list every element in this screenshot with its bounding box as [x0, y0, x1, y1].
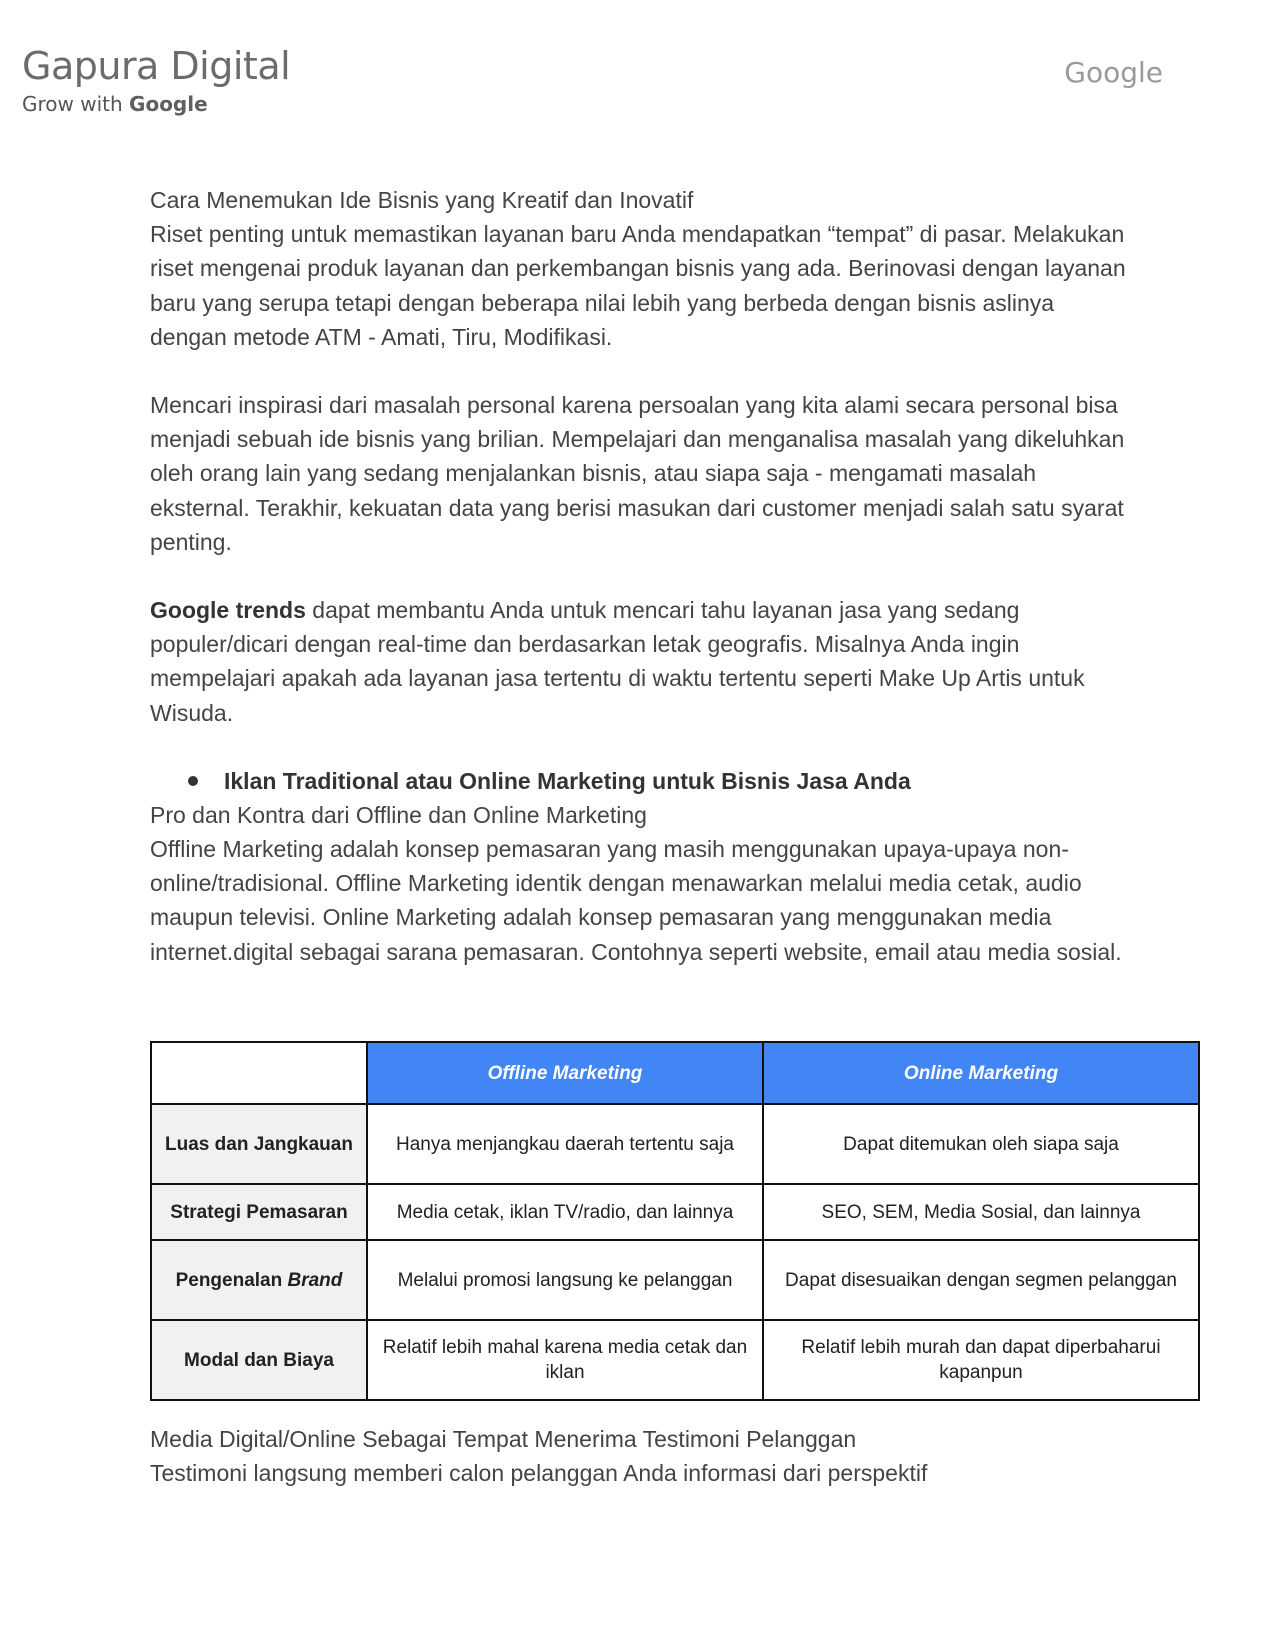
table-header-row [151, 1042, 1199, 1104]
google-trends-text: dapat membantu Anda untuk mencari tahu layanan jasa yang sedang populer/dicari dengan real-time dan berdasarkan letak geografis. Misalnya Anda ingin mempelajari apakah ada layanan jasa tertentu di waktu tertentu seperti Make Up Artis untuk Wisuda. [150, 597, 1085, 726]
bullet-heading [188, 764, 1130, 798]
bullet-dot-icon [188, 776, 198, 786]
table-cell: Dapat disesuaikan dengan segmen pelanggan [763, 1240, 1199, 1320]
table-cell: Relatif lebih murah dan dapat diperbaharui kapanpun [763, 1320, 1199, 1400]
brand-sub-prefix: Grow with [22, 92, 130, 116]
paragraph-inspirasi: Mencari inspirasi dari masalah personal karena persoalan yang kita alami secara personal bisa menjadi sebuah ide bisnis yang brilian. Mempelajari dan menganalisa masalah yang dikeluhkan oleh orang lain yang sedang menjalankan bisnis, atau siapa saja - mengamati masalah eksternal. Terakhir, kekuatan data yang berisi masukan dari customer menjadi salah satu syarat penting. [150, 392, 1125, 555]
document-body [150, 183, 1130, 969]
table-corner-cell [151, 1042, 367, 1104]
brand-title: Gapura Digital [22, 44, 291, 88]
paragraph-offline-online: Offline Marketing adalah konsep pemasaran yang masih menggunakan upaya-upaya non-online/tradisional. Offline Marketing identik dengan menawarkan melalui media cetak, audio maupun televisi. Online Marketing adalah konsep pemasaran yang menggunakan media internet.digital sebagai sarana pemasaran. Contohnya seperti website, email atau media sosial. [150, 836, 1122, 965]
paragraph-riset: Riset penting untuk memastikan layanan baru Anda mendapatkan “tempat” di pasar. Melakukan riset mengenai produk layanan dan perkembangan bisnis yang ada. Berinovasi dengan layanan baru yang serupa tetapi dengan beberapa nilai lebih yang berbeda dengan bisnis aslinya dengan metode ATM - Amati, Tiru, Modifikasi. [150, 221, 1126, 350]
row-header: Strategi Pemasaran [151, 1184, 367, 1240]
table-row [151, 1240, 1199, 1320]
brand-subtitle [22, 92, 290, 116]
table-cell: Media cetak, iklan TV/radio, dan lainnya [367, 1184, 763, 1240]
paragraph-google-trends [150, 593, 1130, 730]
row-header: Modal dan Biaya [151, 1320, 367, 1400]
section-heading-pro-kontra: Pro dan Kontra dari Offline dan Online Marketing [150, 801, 647, 828]
table-cell: SEO, SEM, Media Sosial, dan lainnya [763, 1184, 1199, 1240]
google-logo: Google [1064, 56, 1163, 89]
column-header-offline: Offline Marketing [367, 1042, 763, 1104]
table-cell: Melalui promosi langsung ke pelanggan [367, 1240, 763, 1320]
row-header: Luas dan Jangkauan [151, 1104, 367, 1184]
table-cell: Relatif lebih mahal karena media cetak dan iklan [367, 1320, 763, 1400]
row-header [151, 1240, 367, 1320]
comparison-table [150, 1041, 1200, 1401]
column-header-online: Online Marketing [763, 1042, 1199, 1104]
section-heading-ide-bisnis: Cara Menemukan Ide Bisnis yang Kreatif dan Inovatif [150, 187, 694, 213]
table-cell: Hanya menjangkau daerah tertentu saja [367, 1104, 763, 1184]
document-tail [150, 1422, 1150, 1490]
table-cell: Dapat ditemukan oleh siapa saja [763, 1104, 1199, 1184]
bullet-text: Iklan Traditional atau Online Marketing untuk Bisnis Jasa Anda [224, 767, 911, 794]
section-heading-testimoni: Media Digital/Online Sebagai Tempat Menerima Testimoni Pelanggan [150, 1426, 857, 1452]
table-row [151, 1320, 1199, 1400]
paragraph-testimoni: Testimoni langsung memberi calon pelanggan Anda informasi dari perspektif [150, 1460, 928, 1487]
google-trends-bold: Google trends [150, 597, 306, 624]
row-header-italic: Brand [287, 1269, 343, 1291]
row-header-prefix: Pengenalan [175, 1269, 288, 1291]
brand-sub-google: Google [129, 92, 208, 116]
brand-logo [22, 44, 290, 116]
table-row [151, 1184, 1199, 1240]
table-row [151, 1104, 1199, 1184]
